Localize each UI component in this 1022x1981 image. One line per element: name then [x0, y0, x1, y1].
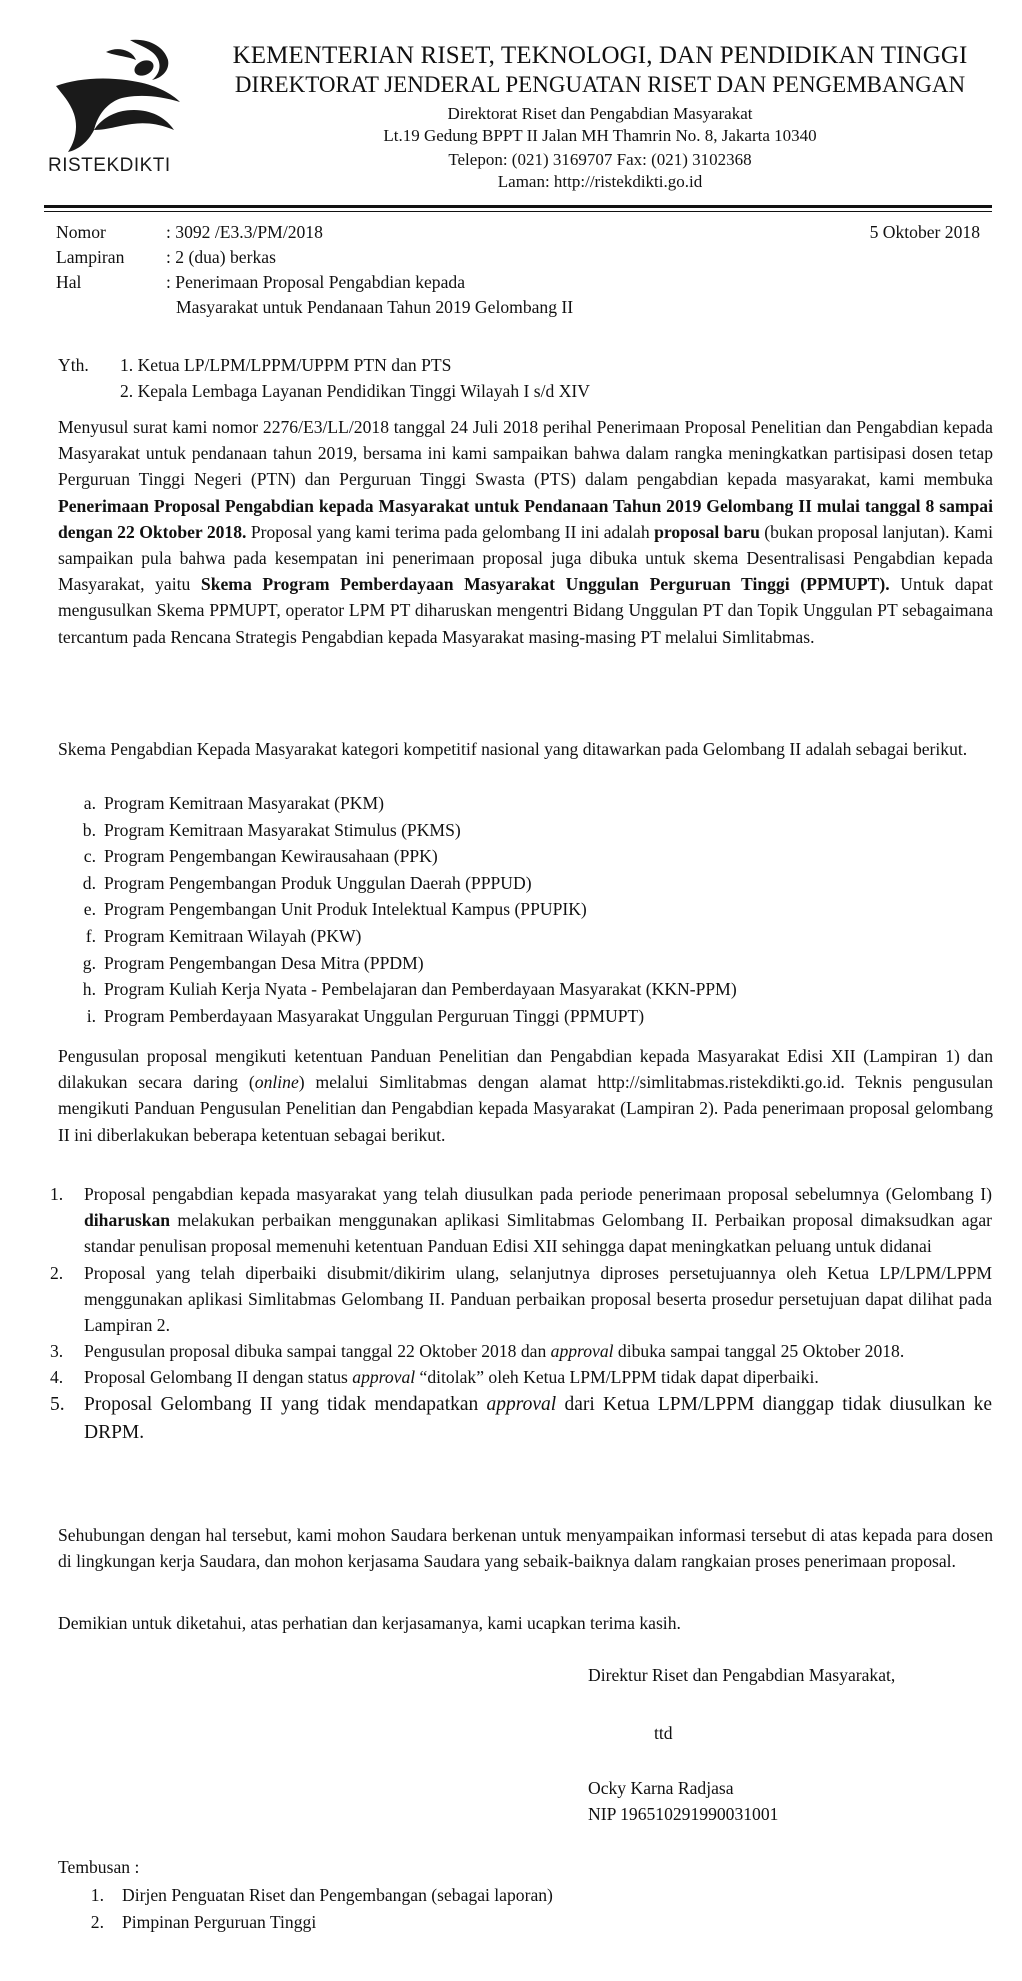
- list-item: 4. Proposal Gelombang II dengan status approval “ditolak” oleh Ketua LPM/LPPM tidak dapat diperbaiki.: [50, 1367, 819, 1388]
- ministry-name: KEMENTERIAN RISET, TEKNOLOGI, DAN PENDIDIKAN TINGGI: [232, 42, 968, 69]
- new-proposal-highlight: proposal baru: [654, 521, 760, 542]
- list-item: 5. Proposal Gelombang II yang tidak mendapatkan approval dari Ketua LPM/LPPM dianggap tidak diusulkan ke DRPM.: [50, 1393, 992, 1443]
- recipient-1: 1. Ketua LP/LPM/LPPM/UPPM PTN dan PTS: [120, 355, 452, 375]
- signatory-name: Ocky Karna Radjasa: [588, 1778, 734, 1798]
- closing-paragraph: Demikian untuk diketahui, atas perhatian dan kerjasamanya, kami ucapkan terima kasih.: [58, 1613, 681, 1633]
- recipient-2: 2. Kepala Lembaga Layanan Pendidikan Tinggi Wilayah I s/d XIV: [120, 381, 590, 401]
- directorate-general-name: DIREKTORAT JENDERAL PENGUATAN RISET DAN PENGEMBANGAN: [234, 72, 966, 97]
- signatory-nip: NIP 196510291990031001: [588, 1804, 779, 1824]
- letter-date: 5 Oktober 2018: [869, 222, 980, 242]
- website: Laman: http://ristekdikti.go.id: [497, 172, 703, 191]
- directorate-name: Direktorat Riset dan Pengabdian Masyarakat: [447, 104, 753, 123]
- call-for-proposals-highlight: Penerimaan Proposal Pengabdian kepada Masyarakat untuk Pendanaan Tahun 2019 Gelombang II mulai tanggal 8 sampai dengan 22 Oktober 2018.: [58, 495, 993, 542]
- letter-page: RISTEKDIKTI KEMENTERIAN RISET, TEKNOLOGI, DAN PENDIDIKAN TINGGI DIREKTORAT JENDERAL PENGUATAN RISET DAN PENGEMBANGAN Direktorat Riset dan Pengabdian Masyarakat Lt.19 Gedung BPPT II Jalan MH Thamrin No. 8, Jakarta 10340 Telepon: (021) 3169707 Fax: (021) 3102368 Laman: http://ristekdikti.go.id Nomor : 3092 /E3.3/PM/2018 5 Oktober 2018 Lampiran : 2 (dua) berkas Hal : Penerimaan Proposal Pengabdian kepada Masyarakat untuk Pendanaan Tahun 2019 Gelombang II Yth. 1. Ketua LP/LPM/LPPM/UPPM PTN dan PTS 2. Kepala Lembaga Layanan Pendidikan Tinggi Wilayah I s/d XIV Menyusul surat kami nomor 2276/E3/LL/2018 tanggal 24 Juli 2018 perihal Penerimaan Proposal Penelitian dan Pengabdian kepada Masyarakat untuk pendanaan tahun 2019, bersama ini kami sampaikan bahwa dalam rangka meningkatkan partisipasi dosen tetap Perguruan Tinggi Negeri (PTN) dan Perguruan Tinggi Swasta (PTS) dalam pengabdian kepada masyarakat, kami membuka Penerimaan Proposal Pengabdian kepada Masyarakat untuk Pendanaan Tahun 2019 Gelombang II mulai tanggal 8 sampai dengan 22 Oktober 2018. Proposal yang kami terima pada gelombang II ini adalah proposal baru (bukan proposal lanjutan). Kami sampaikan pula bahwa pada kesempatan ini penerimaan proposal juga dibuka untuk skema Desentralisasi Pengabdian kepada Masyarakat, yaitu Skema Program Pemberdayaan Masyarakat Unggulan Perguruan Tinggi (PPMUPT). Untuk dapat mengusulkan Skema PPMUPT, operator LPM PT diharuskan mengentri Bidang Unggulan PT dan Topik Unggulan PT sebagaimana tercantum pada Rencana Strategis Pengabdian kepada Masyarakat masing-masing PT melalui Simlitabmas. Skema Pengabdian Kepada Masyarakat kategori kompetitif nasional yang ditawarkan pada Gelombang II adalah sebagai berikut. a. Program Kemitraan Masyarakat (PKM) b. Program Kemitraan Masyarakat Stimulus (PKMS) c. Program Pengembangan Kewirausahaan (PPK) d. Program Pengembangan Produk Unggulan Daerah (PPPUD) e. Program Pengembangan Unit Produk Intelektual Kampus (PPUPIK) f. Program Kemitraan Wilayah (PKW) g. Program Pengembangan Desa Mitra (PPDM) h. Program Kuliah Kerja Nyata - Pembelajaran dan Pemberdayaan Masyarakat (KKN-PPM) i. Program Pemberdayaan Masyarakat Unggulan Perguruan Tinggi (PPMUPT) Pengusulan proposal mengikuti ketentuan Panduan Penelitian dan Pengabdian kepada Masyarakat Edisi XII (Lampiran 1) dan dilakukan secara daring (online) melalui Simlitabmas dengan alamat http://simlitabmas.ristekdikti.go.id. Teknis pengusulan mengikuti Panduan Pengusulan Penelitian dan Pengabdian kepada Masyarakat (Lampiran 2). Pada penerimaan proposal gelombang II ini diberlakukan beberapa ketentuan sebagai berikut. 1. Proposal pengabdian kepada masyarakat yang telah diusulkan pada periode penerimaan proposal sebelumnya (Gelombang I) diharuskan melakukan perbaikan menggunakan aplikasi Simlitabmas Gelombang II. Perbaikan proposal dimaksudkan agar standar penulisan proposal memenuhi ketentuan Panduan Edisi XII sehingga dapat meningkatkan peluang untuk didanai 2. Proposal yang telah diperbaiki disubmit/dikirim ulang, selanjutnya diproses persetujuannya oleh Ketua LP/LPM/LPPM menggunakan aplikasi Simlitabmas Gelombang II. Panduan perbaikan proposal beserta prosedur persetujuan dapat dilihat pada Lampiran 2. 3. Pengusulan proposal dibuka sampai tanggal 22 Oktober 2018 dan approval dibuka sampai tanggal 25 Oktober 2018. 4. Proposal Gelombang II dengan status approval “ditolak” oleh Ketua LPM/LPPM tidak dapat diperbaiki. 5. Proposal Gelombang II yang tidak mendapatkan approval dari Ketua LPM/LPPM dianggap tidak diusulkan ke DRPM. Sehubungan dengan hal tersebut, kami mohon Saudara berkenan untuk menyampaikan informasi tersebut di atas kepada para dosen di lingkungan kerja Saudara, dan mohon kerjasama Saudara yang sebaik-baiknya dalam rangkaian proses penerimaan proposal. Demikian untuk diketahui, atas perhatian dan kerjasamanya, kami ucapkan terima kasih. Direktur Riset dan Pengabdian Masyarakat, ttd Ocky Karna Radjasa NIP 196510291990031001 Tembusan : 1. Dirjen Penguatan Riset dan Pengembangan (sebagai laporan) 2. Pimpinan Perguruan Tinggi: [0, 0, 1022, 1981]
- phone-fax: Telepon: (021) 3169707 Fax: (021) 3102368: [448, 150, 752, 169]
- list-item: 1. Proposal pengabdian kepada masyarakat yang telah diusulkan pada periode penerimaan proposal sebelumnya (Gelombang I) diharuskan melakukan perbaikan menggunakan aplikasi Simlitabmas Gelombang II. Perbaikan proposal dimaksudkan agar standar penulisan proposal memenuhi ketentuan Panduan Edisi XII sehingga dapat meningkatkan peluang untuk didanai: [50, 1184, 992, 1257]
- hal-value-line1: : Penerimaan Proposal Pengabdian kepada: [166, 272, 466, 292]
- logo-text: RISTEKDIKTI: [48, 155, 171, 176]
- recipient-label: Yth.: [58, 355, 89, 375]
- signature-ttd: ttd: [654, 1723, 673, 1743]
- ppmupt-scheme-highlight: Skema Program Pemberdayaan Masyarakat Unggulan Perguruan Tinggi (PPMUPT).: [200, 574, 890, 595]
- hal-label: Hal: [56, 272, 82, 292]
- opening-paragraph: Menyusul surat kami nomor 2276/E3/LL/2018 tanggal 24 Juli 2018 perihal Penerimaan Proposal Penelitian dan Pengabdian kepada Masyarakat untuk pendanaan tahun 2019, bersama ini kami sampaikan bahwa dalam rangka meningkatkan partisipasi dosen tetap Perguruan Tinggi Negeri (PTN) dan Perguruan Tinggi Swasta (PTS) dalam pengabdian kepada masyarakat, kami membuka Penerimaan Proposal Pengabdian kepada Masyarakat untuk Pendanaan Tahun 2019 Gelombang II mulai tanggal 8 sampai dengan 22 Oktober 2018. Proposal yang kami terima pada gelombang II ini adalah proposal baru (bukan proposal lanjutan). Kami sampaikan pula bahwa pada kesempatan ini penerimaan proposal juga dibuka untuk skema Desentralisasi Pengabdian kepada Masyarakat, yaitu Skema Program Pemberdayaan Masyarakat Unggulan Perguruan Tinggi (PPMUPT). Untuk dapat mengusulkan Skema PPMUPT, operator LPM PT diharuskan mengentri Bidang Unggulan PT dan Topik Unggulan PT sebagaimana tercantum pada Rencana Strategis Pengabdian kepada Masyarakat masing-masing PT melalui Simlitabmas.: [58, 417, 994, 647]
- tembusan-label: Tembusan :: [58, 1857, 140, 1877]
- schemes-intro-paragraph: Skema Pengabdian Kepada Masyarakat kategori kompetitif nasional yang ditawarkan pada Gelombang II adalah sebagai berikut.: [58, 739, 968, 759]
- lampiran-value: : 2 (dua) berkas: [166, 247, 276, 267]
- ristekdikti-emblem-icon: [48, 30, 188, 154]
- letterhead-divider-thin: [44, 211, 992, 212]
- nomor-value: : 3092 /E3.3/PM/2018: [166, 222, 323, 242]
- list-item: 3. Pengusulan proposal dibuka sampai tanggal 22 Oktober 2018 dan approval dibuka sampai tanggal 25 Oktober 2018.: [50, 1341, 905, 1362]
- nomor-label: Nomor: [56, 222, 106, 242]
- submission-paragraph: Pengusulan proposal mengikuti ketentuan Panduan Penelitian dan Pengabdian kepada Masyarakat Edisi XII (Lampiran 1) dan dilakukan secara daring (online) melalui Simlitabmas dengan alamat http://simlitabmas.ristekdikti.go.id. Teknis pengusulan mengikuti Panduan Pengusulan Penelitian dan Pengabdian kepada Masyarakat (Lampiran 2). Pada penerimaan proposal gelombang II ini diberlakukan beberapa ketentuan sebagai berikut.: [58, 1046, 993, 1145]
- lampiran-label: Lampiran: [56, 247, 125, 267]
- list-item: 2. Proposal yang telah diperbaiki disubmit/dikirim ulang, selanjutnya diproses persetujuannya oleh Ketua LP/LPM/LPPM menggunakan aplikasi Simlitabmas Gelombang II. Panduan perbaikan proposal beserta prosedur persetujuan dapat dilihat pada Lampiran 2.: [50, 1262, 992, 1336]
- address: Lt.19 Gedung BPPT II Jalan MH Thamrin No. 8, Jakarta 10340: [383, 126, 817, 145]
- signatory-title: Direktur Riset dan Pengabdian Masyarakat,: [588, 1665, 896, 1685]
- ristekdikti-logo: [48, 30, 188, 180]
- letterhead-divider-thick: [44, 205, 992, 208]
- request-paragraph: Sehubungan dengan hal tersebut, kami mohon Saudara berkenan untuk menyampaikan informasi tersebut di atas kepada para dosen di lingkungan kerja Saudara, dan mohon kerjasama Saudara yang sebaik-baiknya dalam rangkaian proses penerimaan proposal.: [58, 1525, 993, 1572]
- provisions-list: [50, 1181, 992, 1447]
- hal-value-line2: Masyarakat untuk Pendanaan Tahun 2019 Gelombang II: [176, 297, 574, 317]
